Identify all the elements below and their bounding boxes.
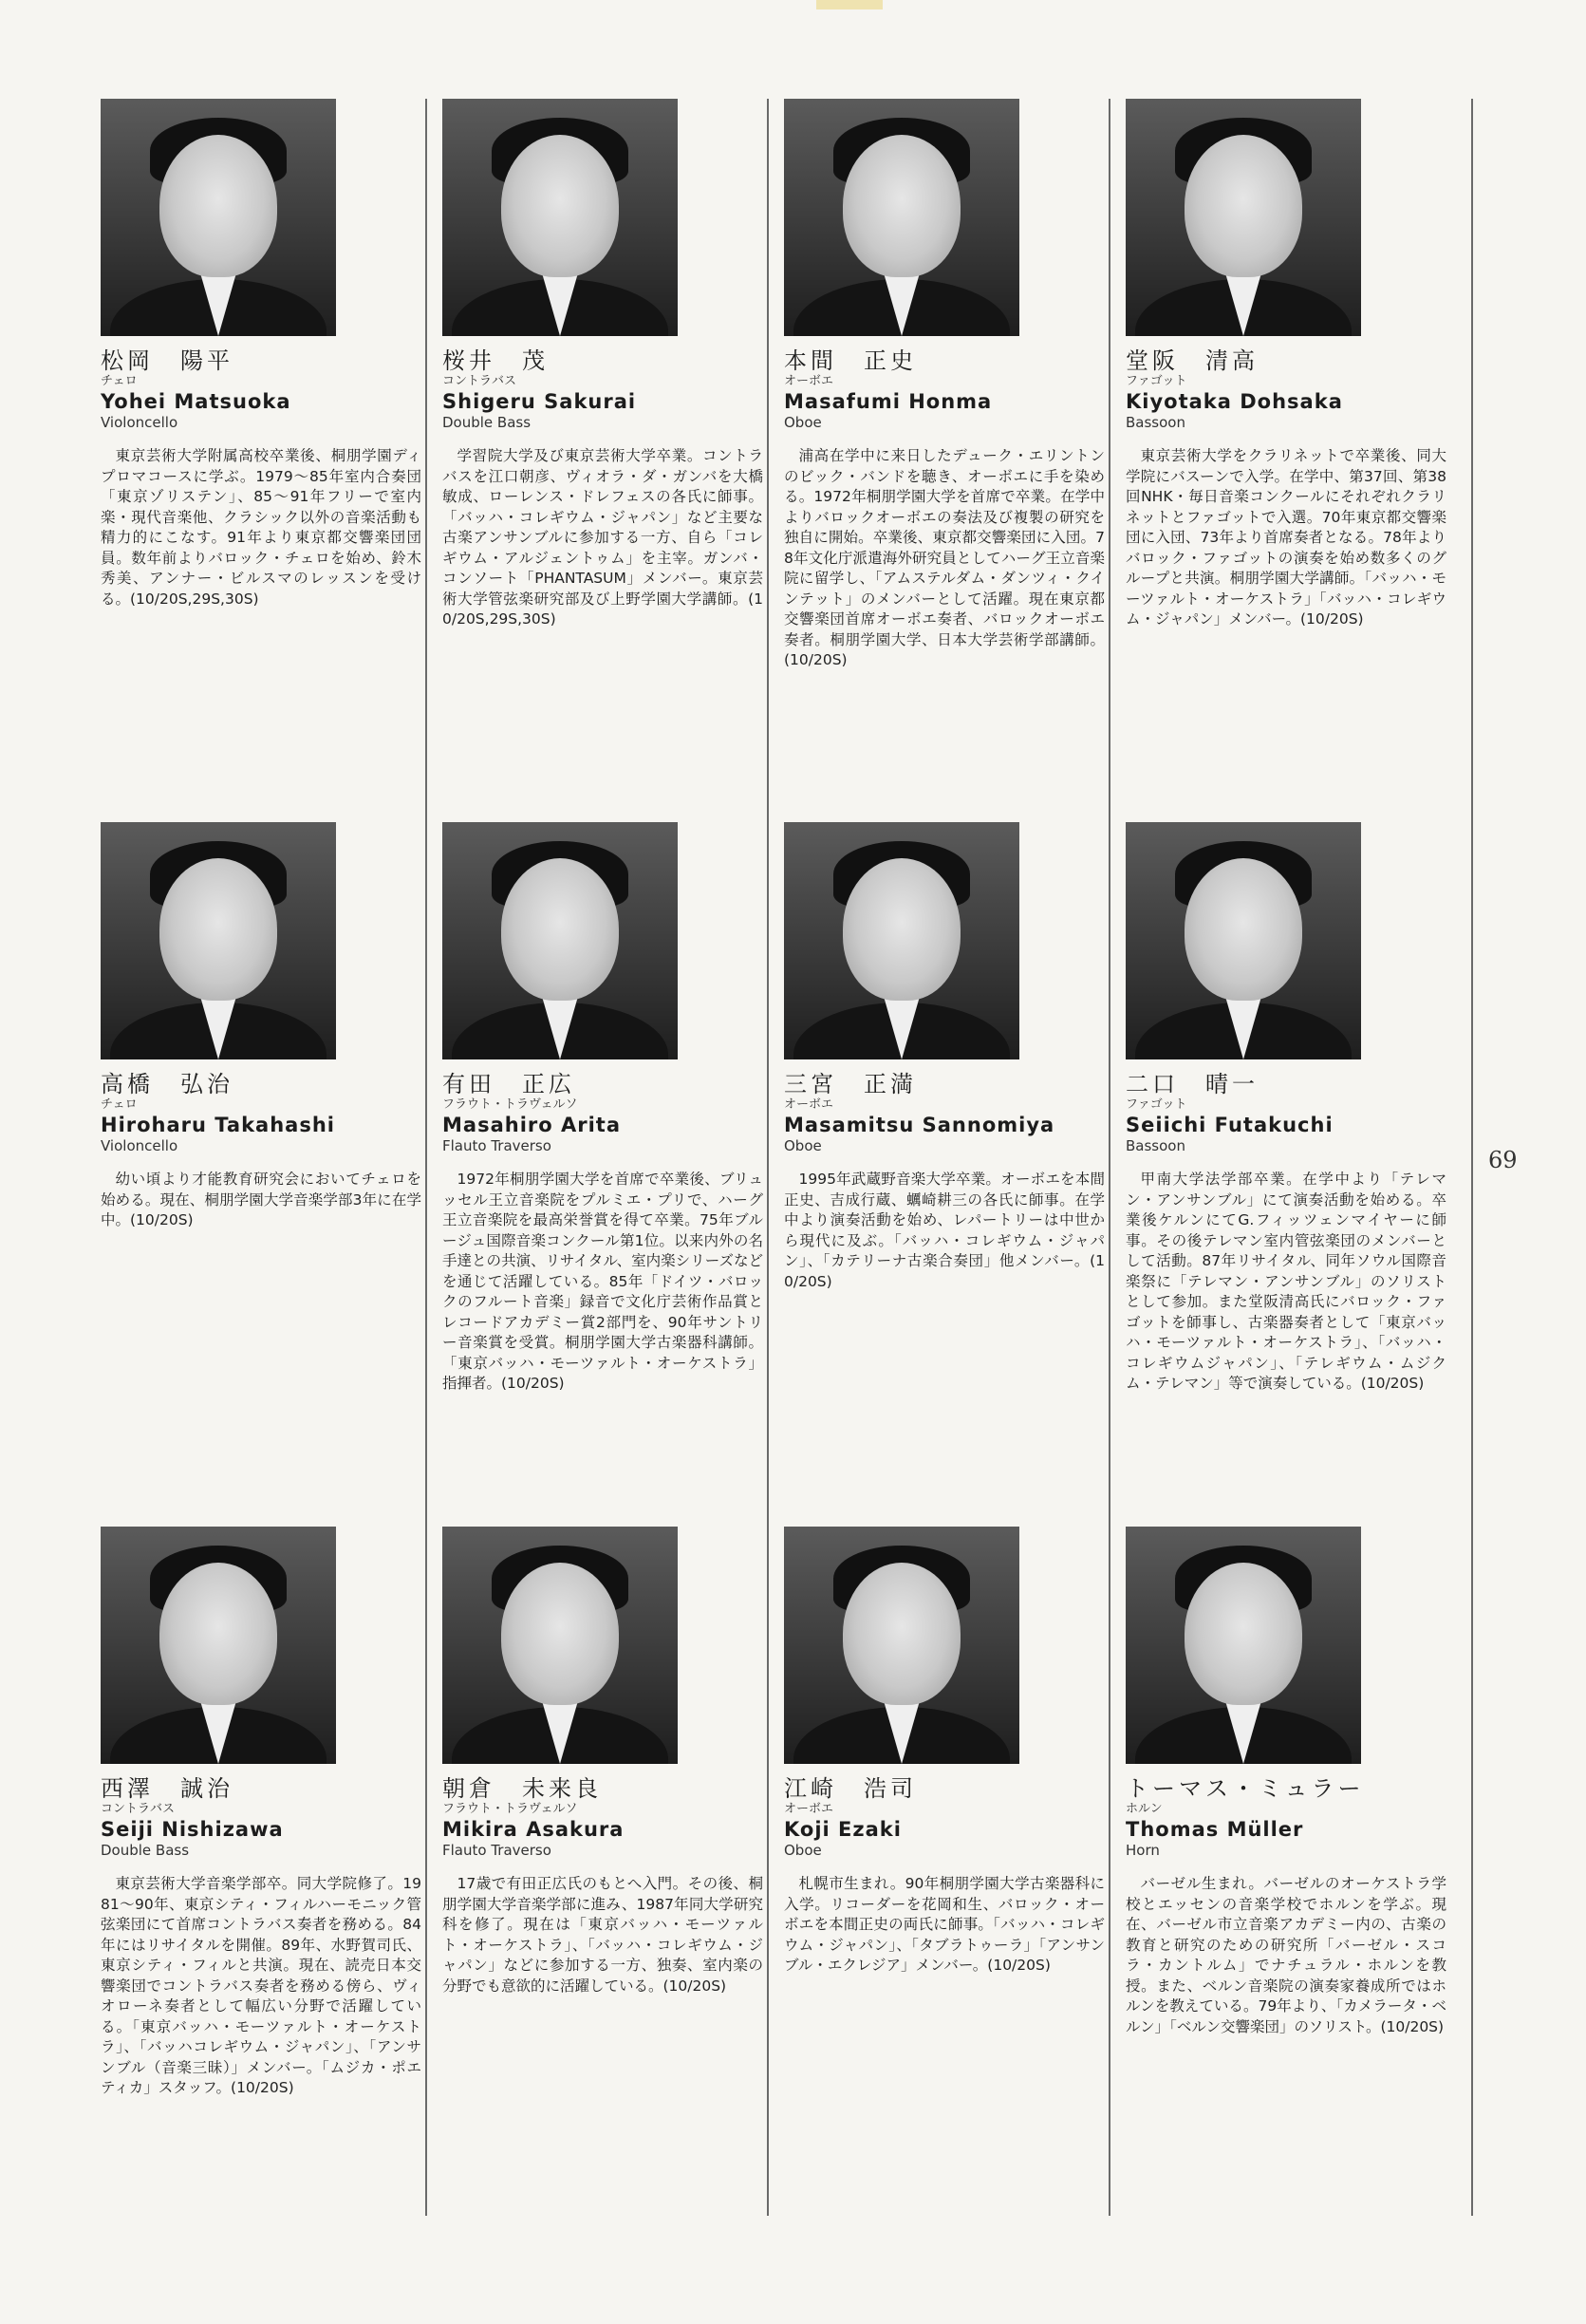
portrait-face — [159, 858, 277, 1001]
instrument-english: Bassoon — [1126, 414, 1185, 431]
biography-text: 1995年武蔵野音楽大学卒業。オーボエを本間正史、吉成行蔵、蠣崎耕三の各氏に師事。在学中より演奏活動を始め、レパートリーは中世から現代に及ぶ。「バッハ・コレギウム・ジャパン」、「カテリーナ古楽合奏団」他メンバー。(10/20S) — [784, 1171, 1105, 1290]
instrument-japanese: チェロ — [101, 374, 138, 388]
portrait-face — [843, 858, 961, 1001]
instrument-english: Double Bass — [442, 414, 532, 431]
instrument-japanese: ホルン — [1126, 1802, 1163, 1816]
portrait-face — [1185, 135, 1302, 277]
biography-text: 浦高在学中に来日したデューク・エリントンのビック・バンドを聴き、オーボエに手を染める。1972年桐朋学園大学を首席で卒業。在学中よりバロックオーボエの奏法及び複製の研究を独自に開始。卒業後、東京都交響楽団に入団。78年文化庁派遣海外研究員としてハーグ王立音楽院に留学し、「アムステルダム・ダンツィ・クインテット」のメンバーとして活躍。現在東京都交響楽団首席オーボエ奏者、バロックオーボエ奏者。桐朋学園大学、日本大学芸術学部講師。(10/20S) — [784, 447, 1105, 668]
instrument-english: Horn — [1126, 1842, 1160, 1859]
portrait-photo — [784, 99, 1019, 336]
instrument-japanese: フラウト・トラヴェルソ — [442, 1097, 578, 1112]
musician-profile — [1109, 1527, 1450, 2099]
instrument-english: Double Bass — [101, 1842, 190, 1859]
name-english: Hiroharu Takahashi — [101, 1114, 335, 1136]
portrait-photo — [1126, 1527, 1361, 1764]
portrait-face — [843, 135, 961, 277]
portrait-face — [501, 135, 619, 277]
portrait-photo — [784, 1527, 1019, 1764]
name-english: Shigeru Sakurai — [442, 390, 637, 413]
instrument-japanese: ファゴット — [1126, 1097, 1187, 1112]
name-english: Yohei Matsuoka — [101, 390, 291, 413]
instrument-english: Bassoon — [1126, 1137, 1185, 1154]
instrument-english: Violoncello — [101, 414, 178, 431]
instrument-english: Violoncello — [101, 1137, 178, 1154]
musician-profile — [84, 1527, 425, 2099]
top-color-mark — [816, 0, 883, 9]
portrait-face — [501, 1563, 619, 1705]
name-japanese: 桜井 茂 — [442, 347, 549, 374]
biography-text: 札幌市生まれ。90年桐朋学園大学古楽器科に入学。リコーダーを花岡和生、バロック・オーボエを本間正史の両氏に師事。「バッハ・コレギウム・ジャパン」、「タブラトゥーラ」「アンサンブル・エクレジア」メンバー。(10/20S) — [784, 1875, 1105, 1974]
portrait-face — [159, 1563, 277, 1705]
instrument-english: Flauto Traverso — [442, 1137, 551, 1154]
biography-text: 17歳で有田正広氏のもとへ入門。その後、桐朋学園大学音楽学部に進み、1987年同大学研究科を修了。現在は「東京バッハ・モーツァルト・オーケストラ」、「バッハ・コレギウム・ジャパン」などに参加する一方、独奏、室内楽の分野でも意欲的に活躍している。(10/20S) — [442, 1875, 763, 1995]
name-japanese: 高橋 弘治 — [101, 1071, 233, 1097]
portrait-photo — [1126, 822, 1361, 1059]
portrait-face — [843, 1563, 961, 1705]
instrument-japanese: コントラバス — [442, 374, 517, 388]
portrait-photo — [442, 1527, 678, 1764]
instrument-japanese: オーボエ — [784, 1097, 834, 1112]
name-english: Seiji Nishizawa — [101, 1818, 284, 1841]
biography-text: 甲南大学法学部卒業。在学中より「テレマン・アンサンブル」にて演奏活動を始める。卒業後ケルンにてG.フィッツェンマイヤーに師事。その後テレマン室内管弦楽団のメンバーとして活動。87年リサイタル、同年ソウル国際音楽祭に「テレマン・アンサンブル」のソリストとして参加。また堂阪清高氏にバロック・ファゴットを師事し、古楽器奏者として「東京バッハ・モーツァルト・オーケストラ」、「バッハ・コレギウムジャパン」、「テレギウム・ムジクム・テレマン」等で演奏している。(10/20S) — [1126, 1171, 1446, 1392]
profile-row-1 — [84, 99, 1479, 671]
portrait-face — [1185, 858, 1302, 1001]
biography-text: 東京芸術大学附属高校卒業後、桐朋学園ディプロマコースに学ぶ。1979～85年室内合奏団「東京ゾリステン」、85～91年フリーで室内楽・現代音楽他、クラシック以外の音楽活動も精力的にこなす。91年より東京都交響楽団団員。数年前よりバロック・チェロを始め、鈴木秀美、アンナー・ビルスマのレッスンを受ける。(10/20S,29S,30S) — [101, 447, 421, 608]
instrument-japanese: オーボエ — [784, 1802, 834, 1816]
biography-text: 1972年桐朋学園大学を首席で卒業後、ブリュッセル王立音楽院をプルミエ・プリで、ハーグ王立音楽院を最高栄誉賞を得て卒業。75年ブルージュ国際音楽コンクール第1位。以来内外の名手達との共演、リサイタル、室内楽シリーズなどを通じて活躍している。85年「ドイツ・バロックのフルート音楽」録音で文化庁芸術作品賞とレコードアカデミー賞2部門を、90年サントリー音楽賞を受賞。桐朋学園大学古楽器科講師。「東京バッハ・モーツァルト・オーケストラ」指揮者。(10/20S) — [442, 1171, 763, 1392]
portrait-face — [1185, 1563, 1302, 1705]
name-english: Masahiro Arita — [442, 1114, 621, 1136]
instrument-english: Flauto Traverso — [442, 1842, 551, 1859]
instrument-english: Oboe — [784, 414, 822, 431]
name-english: Kiyotaka Dohsaka — [1126, 390, 1343, 413]
biography-text: 東京芸術大学音楽学部卒。同大学院修了。1981～90年、東京シティ・フィルハーモニック管弦楽団にて首席コントラバス奏者を務める。84年にはリサイタルを開催。89年、水野賀司氏、東京シティ・フィルと共演。現在、読売日本交響楽団でコントラバス奏者を務める傍ら、ヴィオローネ奏者として幅広い分野で活躍している。「東京バッハ・モーツァルト・オーケストラ」、「バッハコレギウム・ジャパン」、「アンサンブル（音楽三昧）」メンバー。「ムジカ・ポエティカ」スタッフ。(10/20S) — [101, 1875, 421, 2096]
musician-profile — [1109, 99, 1450, 671]
instrument-japanese: コントラバス — [101, 1802, 176, 1816]
name-english: Masamitsu Sannomiya — [784, 1114, 1055, 1136]
profile-row-3 — [84, 1527, 1479, 2099]
instrument-english: Oboe — [784, 1842, 822, 1859]
name-english: Seiichi Futakuchi — [1126, 1114, 1334, 1136]
musician-profile — [425, 822, 767, 1395]
name-japanese: 有田 正広 — [442, 1071, 575, 1097]
musician-profiles-page — [84, 99, 1479, 2216]
portrait-photo — [784, 822, 1019, 1059]
portrait-face — [159, 135, 277, 277]
instrument-japanese: オーボエ — [784, 374, 834, 388]
name-japanese: 本間 正史 — [784, 347, 917, 374]
portrait-photo — [101, 99, 336, 336]
name-english: Masafumi Honma — [784, 390, 993, 413]
portrait-photo — [442, 822, 678, 1059]
name-english: Koji Ezaki — [784, 1818, 902, 1841]
instrument-japanese: ファゴット — [1126, 374, 1187, 388]
biography-text: 幼い頃より才能教育研究会においてチェロを始める。現在、桐朋学園大学音楽学部3年に在学中。(10/20S) — [101, 1171, 421, 1228]
name-japanese: 二口 晴一 — [1126, 1071, 1259, 1097]
musician-profile — [1109, 822, 1450, 1395]
musician-profile — [425, 99, 767, 671]
biography-text: 東京芸術大学をクラリネットで卒業後、同大学院にバスーンで入学。在学中、第37回、第38回NHK・毎日音楽コンクールにそれぞれクラリネットとファゴットで入選。70年東京都交響楽団に入団、73年より首席奏者となる。78年よりバロック・ファゴットの演奏を始め数多くのグループと共演。桐朋学園大学講師。「バッハ・モーツァルト・オーケストラ」「バッハ・コレギウム・ジャパン」メンバー。(10/20S) — [1126, 447, 1446, 628]
instrument-japanese: フラウト・トラヴェルソ — [442, 1802, 578, 1816]
musician-profile — [425, 1527, 767, 2099]
name-japanese: 朝倉 未来良 — [442, 1775, 602, 1802]
musician-profile — [84, 99, 425, 671]
portrait-face — [501, 858, 619, 1001]
musician-profile — [84, 822, 425, 1395]
name-japanese: 三宮 正満 — [784, 1071, 917, 1097]
instrument-english: Oboe — [784, 1137, 822, 1154]
profile-row-2 — [84, 822, 1479, 1395]
name-japanese: トーマス・ミュラー — [1126, 1775, 1365, 1802]
instrument-japanese: チェロ — [101, 1097, 138, 1112]
portrait-photo — [442, 99, 678, 336]
biography-text: バーゼル生まれ。バーゼルのオーケストラ学校とエッセンの音楽学校でホルンを学ぶ。現在、バーゼル市立音楽アカデミー内の、古楽の教育と研究のための研究所「バーゼル・スコラ・カントルム」でナチュラル・ホルンを教授。また、ベルン音楽院の演奏家養成所ではホルンを教えている。79年より、「カメラータ・ベルン」「ベルン交響楽団」のソリスト。(10/20S) — [1126, 1875, 1446, 2035]
name-japanese: 江崎 浩司 — [784, 1775, 917, 1802]
musician-profile — [767, 822, 1109, 1395]
name-japanese: 西澤 誠治 — [101, 1775, 233, 1802]
portrait-photo — [101, 822, 336, 1059]
musician-profile — [767, 1527, 1109, 2099]
portrait-photo — [1126, 99, 1361, 336]
name-english: Mikira Asakura — [442, 1818, 625, 1841]
biography-text: 学習院大学及び東京芸術大学卒業。コントラバスを江口朝彦、ヴィオラ・ダ・ガンバを大橋敏成、ローレンス・ドレフェスの各氏に師事。「バッハ・コレギウム・ジャパン」など主要な古楽アンサンブルに参加する一方、自ら「コレギウム・アルジェントゥム」を主宰。ガンバ・コンソート「PHANTASUM」メンバー。東京芸術大学管弦楽研究部及び上野学園大学講師。(10/20S,29S,30S) — [442, 447, 763, 628]
musician-profile — [767, 99, 1109, 671]
page-number: 69 — [1488, 1147, 1518, 1173]
name-english: Thomas Müller — [1126, 1818, 1304, 1841]
name-japanese: 松岡 陽平 — [101, 347, 233, 374]
portrait-photo — [101, 1527, 336, 1764]
name-japanese: 堂阪 清高 — [1126, 347, 1259, 374]
